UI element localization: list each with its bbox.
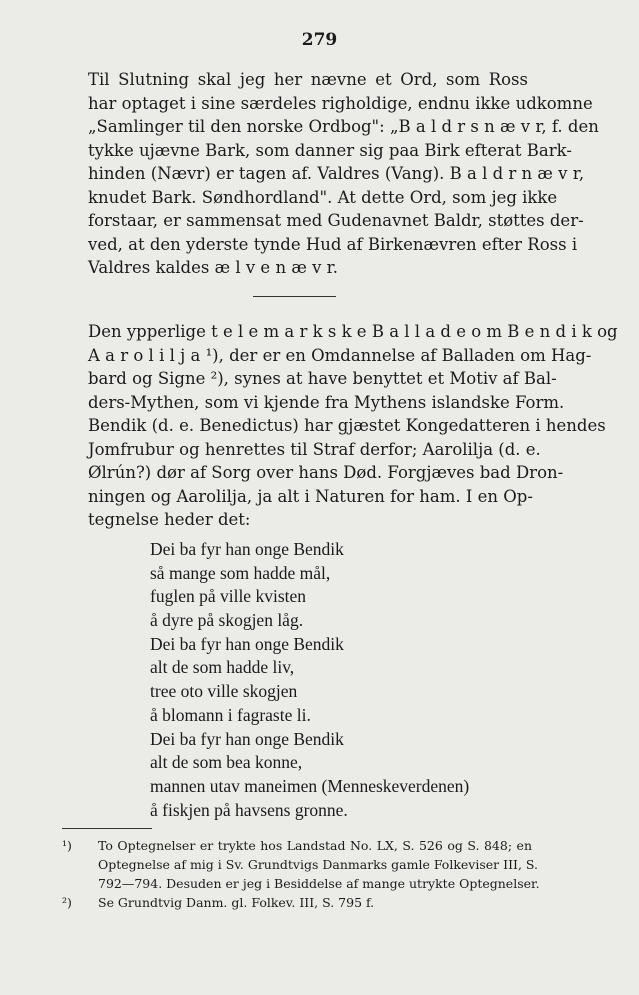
poem-line: å dyre på skogjen låg. bbox=[150, 610, 304, 631]
footnote-text: To Optegnelser er trykte hos Landstad No. LX, S. 526 og S. 848; en bbox=[98, 838, 532, 853]
footnote-text: Se Grundtvig Danm. gl. Folkev. III, S. 795 f. bbox=[98, 895, 375, 910]
poem-line: så mange som hadde mål, bbox=[150, 562, 331, 583]
footnote-1-line: 792—794. Desuden er jeg i Besiddelse af mange utrykte Optegnelser. bbox=[98, 876, 540, 891]
poem-line: Dei ba fyr han onge Bendik bbox=[150, 539, 344, 559]
text-line: Bendik (d. e. Benedictus) har gjæstet Kongedatteren i hendes bbox=[88, 416, 606, 435]
footnote-mark: ²) bbox=[62, 895, 72, 910]
text-line: Til Slutning skal jeg her nævne et Ord, som Ross bbox=[88, 70, 528, 89]
poem-line: alt de som hadde liv, bbox=[150, 657, 295, 678]
poem-line: fuglen på ville kvisten bbox=[150, 586, 307, 607]
poem-line: å fiskjen på havsens gronne. bbox=[150, 799, 348, 820]
poem-quotation bbox=[150, 538, 469, 822]
paragraph-2 bbox=[88, 320, 618, 532]
footnote-2-row bbox=[62, 893, 532, 912]
paragraph-1 bbox=[88, 68, 599, 280]
text-line: ved, at den yderste tynde Hud af Birkenævren efter Ross i bbox=[88, 234, 578, 254]
poem-line: tree oto ville skogjen bbox=[150, 681, 298, 702]
text-line: Ølrún?) dør af Sorg over hans Død. Forgjæves bad Dron- bbox=[88, 463, 564, 482]
text-line: knudet Bark. Søndhordland". At dette Ord, som jeg ikke bbox=[88, 187, 558, 207]
text-line: Den ypperlige t e l e m a r k s k e B a l l a d e o m B e n d i k og bbox=[88, 322, 618, 341]
text-line: hinden (Nævr) er tagen af. Valdres (Vang). B a l d r n æ v r, bbox=[88, 164, 585, 183]
footnote-1-line: Optegnelse af mig i Sv. Grundtvigs Danmarks gamle Folkeviser III, S. bbox=[98, 857, 538, 872]
poem-line: Dei ba fyr han onge Bendik bbox=[150, 633, 344, 654]
text-line: ders-Mythen, som vi kjende fra Mythens islandske Form. bbox=[88, 392, 565, 412]
text-line: tegnelse heder det: bbox=[88, 510, 251, 529]
footnote-mark: ¹) bbox=[62, 838, 72, 853]
page-number: 279 bbox=[301, 30, 338, 50]
text-line: har optaget i sine særdeles righoldige, endnu ikke udkomne bbox=[88, 93, 593, 113]
footnote-1-first-row bbox=[62, 836, 532, 855]
text-line: „Samlinger til den norske Ordbog": „B a l d r s n æ v r, f. den bbox=[88, 117, 599, 136]
footnote-divider bbox=[62, 828, 152, 829]
text-line: Jomfrubur og henrettes til Straf derfor; Aarolilja (d. e. bbox=[88, 439, 541, 459]
text-line: ningen og Aarolilja, ja alt i Naturen for ham. I en Op- bbox=[88, 486, 533, 506]
footnotes bbox=[62, 836, 540, 912]
section-divider bbox=[253, 296, 336, 297]
text-line: bard og Signe ²), synes at have benyttet et Motiv af Bal- bbox=[88, 369, 557, 388]
poem-line: å blomann i fagraste li. bbox=[150, 704, 311, 725]
poem-line: Dei ba fyr han onge Bendik bbox=[150, 728, 344, 749]
text-line: tykke ujævne Bark, som danner sig paa Birk efterat Bark- bbox=[88, 140, 572, 160]
text-line: Valdres kaldes æ l v e n æ v r. bbox=[88, 258, 338, 277]
text-line: forstaar, er sammensat med Gudenavnet Baldr, støttes der- bbox=[88, 211, 584, 230]
poem-line: alt de som bea konne, bbox=[150, 752, 303, 773]
text-line: A a r o l i l j a ¹), der er en Omdannelse af Balladen om Hag- bbox=[88, 345, 592, 365]
poem-line: mannen utav maneimen (Menneskeverdenen) bbox=[150, 775, 470, 796]
